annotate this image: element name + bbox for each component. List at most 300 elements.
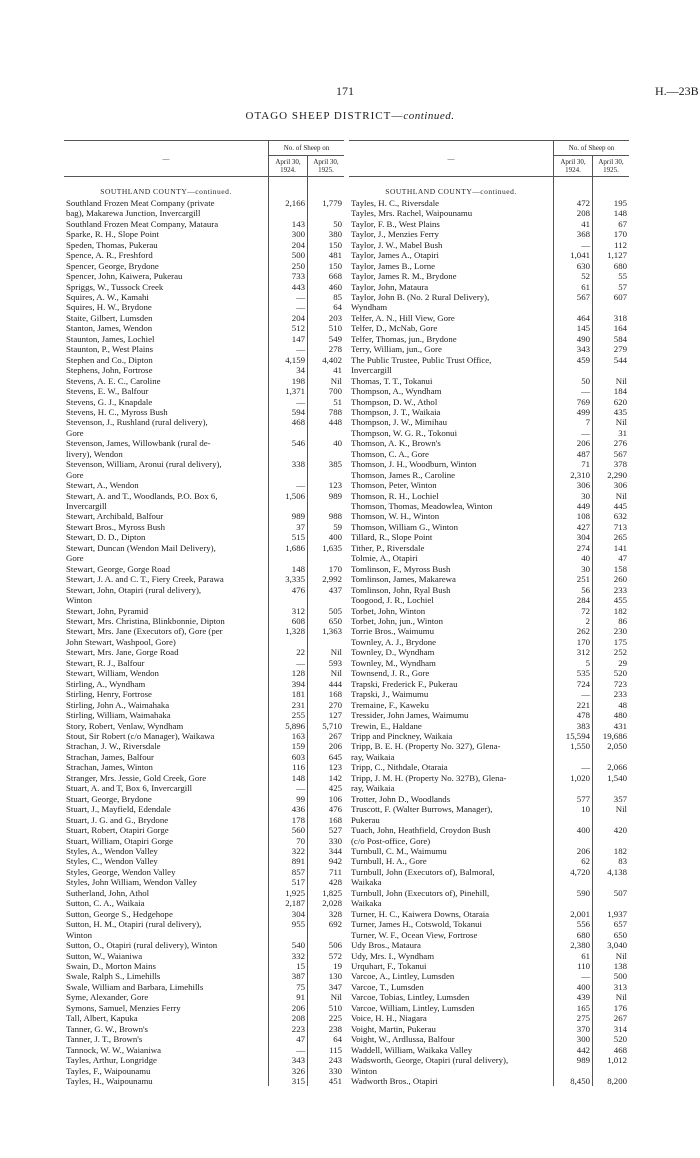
sheep-1924: 594 xyxy=(269,407,308,417)
table-row xyxy=(349,700,629,710)
sheep-1925: 252 xyxy=(593,647,630,657)
owner-name: Taylor, James A., Otapiri xyxy=(351,250,439,261)
sheep-1924: 312 xyxy=(554,647,593,657)
table-row xyxy=(64,888,344,898)
table-row xyxy=(64,292,344,302)
sheep-1925: 1,127 xyxy=(593,250,630,260)
sheep-1924: 204 xyxy=(269,313,308,323)
table-row xyxy=(349,376,629,386)
table-row xyxy=(64,1003,344,1013)
sheep-1925: 182 xyxy=(593,606,630,616)
sheep-1924 xyxy=(554,365,593,375)
table-row xyxy=(64,1024,344,1034)
sheep-1925: 428 xyxy=(308,877,345,887)
owner-name: Taylor, James B., Lorne xyxy=(351,260,436,271)
owner-name: Tressider, John James, Waimumu xyxy=(351,710,469,721)
sheep-1924: 1,020 xyxy=(554,773,593,783)
table-row xyxy=(349,1066,629,1076)
sheep-1925: Nil xyxy=(593,992,630,1002)
owner-name: Swale, William and Barbara, Limehills xyxy=(66,981,204,992)
sheep-1924: — xyxy=(269,658,308,668)
owner-name: Varcoe, Tobias, Lintley, Lumsden xyxy=(351,992,470,1003)
sheep-1925: 451 xyxy=(308,1076,345,1086)
sheep-1924: 62 xyxy=(554,856,593,866)
sheep-1924: 22 xyxy=(269,647,308,657)
table-row xyxy=(64,271,344,281)
table-row xyxy=(349,626,629,636)
owner-name: Squires, A. W., Kamahi xyxy=(66,291,149,302)
sheep-1925 xyxy=(308,595,345,605)
table-row xyxy=(349,940,629,950)
sheep-1925: 445 xyxy=(593,501,630,511)
sheep-1925: 593 xyxy=(308,658,345,668)
table-row xyxy=(64,836,344,846)
sheep-1924: 546 xyxy=(269,438,308,448)
sheep-1924: — xyxy=(269,302,308,312)
sheep-1925: 607 xyxy=(593,292,630,302)
table-row xyxy=(64,951,344,961)
sheep-1924: 262 xyxy=(554,626,593,636)
sheep-1925: 123 xyxy=(308,480,345,490)
sheep-1924 xyxy=(554,898,593,908)
sheep-1924: 436 xyxy=(269,804,308,814)
owner-name: Southland Frozen Meat Company (private xyxy=(66,197,215,208)
table-row xyxy=(64,585,344,595)
table-row xyxy=(64,867,344,877)
table-row xyxy=(64,553,344,563)
sheep-1924: 148 xyxy=(269,773,308,783)
table-row xyxy=(349,511,629,521)
sheep-1925: 40 xyxy=(308,438,345,448)
sheep-1925: 123 xyxy=(308,762,345,772)
owner-name: Stewart, Mrs. Jane, Gorge Road xyxy=(66,647,179,658)
sheep-1925: 506 xyxy=(308,940,345,950)
owner-name: Strachan, James, Balfour xyxy=(66,751,154,762)
owner-name: Tayles, H., Waipounamu xyxy=(66,1075,153,1086)
table-row xyxy=(349,543,629,553)
table-row xyxy=(349,1045,629,1055)
sheep-1924: 284 xyxy=(554,595,593,605)
owner-name: Tanner, J. T., Brown's xyxy=(66,1034,143,1045)
sheep-1924 xyxy=(554,1066,593,1076)
sheep-1924: 326 xyxy=(269,1066,308,1076)
sheep-1924: 1,506 xyxy=(269,491,308,501)
owner-name: Sparke, R. H., Slope Point xyxy=(66,229,159,240)
sheep-1924: 99 xyxy=(269,794,308,804)
table-row xyxy=(64,721,344,731)
sheep-1925: 184 xyxy=(593,386,630,396)
sheep-1924: 989 xyxy=(269,511,308,521)
table-row xyxy=(349,1013,629,1023)
sheep-1925: 150 xyxy=(308,240,345,250)
owner-name: Stuart, J., Mayfield, Edendale xyxy=(66,804,171,815)
sheep-1924: 1,550 xyxy=(554,741,593,751)
sheep-1924: 15,594 xyxy=(554,731,593,741)
sheep-1925: 243 xyxy=(308,1055,345,1065)
table-row xyxy=(64,1013,344,1023)
table-row xyxy=(64,282,344,292)
owner-name: Staunton, James, Lochiel xyxy=(66,333,155,344)
sheep-1925: 1,540 xyxy=(593,773,630,783)
owner-name: Toogood, J. R., Lochiel xyxy=(351,595,434,606)
sheep-1925: 510 xyxy=(308,1003,345,1013)
sheep-1924: 47 xyxy=(269,1034,308,1044)
owner-name: Gore xyxy=(66,553,84,564)
sheep-1925: 278 xyxy=(308,344,345,354)
sheep-1924: 733 xyxy=(269,271,308,281)
table-row xyxy=(349,752,629,762)
sheep-1925: 520 xyxy=(593,1034,630,1044)
sheep-1924: 30 xyxy=(554,564,593,574)
sheep-1924: 315 xyxy=(269,1076,308,1086)
sheep-1925: 106 xyxy=(308,794,345,804)
sheep-1924: 143 xyxy=(269,219,308,229)
owner-name: Telfer, D., McNab, Gore xyxy=(351,323,438,334)
sheep-1925: 713 xyxy=(593,522,630,532)
owner-name: Southland Frozen Meat Company, Mataura xyxy=(66,218,219,229)
sheep-1925: 8,200 xyxy=(593,1076,630,1086)
sheep-1924: 427 xyxy=(554,522,593,532)
owner-name: Stewart, William, Wendon xyxy=(66,668,159,679)
sheep-1925: 267 xyxy=(593,1013,630,1023)
table-row xyxy=(64,543,344,553)
sheep-1924: 2,187 xyxy=(269,898,308,908)
owner-name: Stewart, Mrs. Christina, Blinkbonnie, Dipton xyxy=(66,616,225,627)
sheep-1924: 148 xyxy=(269,564,308,574)
table-row xyxy=(64,365,344,375)
table-row xyxy=(64,501,344,511)
owner-name: Thomson, R. H., Lochiel xyxy=(351,490,439,501)
sheep-1925: 4,402 xyxy=(308,355,345,365)
sheep-1924: 304 xyxy=(269,909,308,919)
sheep-1925: 650 xyxy=(593,930,630,940)
owner-name: Tolmie, A., Otapiri xyxy=(351,553,418,564)
col-1924-header: April 30, 1924. xyxy=(554,156,593,177)
sheep-1924 xyxy=(269,428,308,438)
owner-name: Thompson, J. T., Waikaia xyxy=(351,406,441,417)
table-row xyxy=(349,292,629,302)
table-row xyxy=(64,198,344,208)
owner-name: Staunton, P., West Plains xyxy=(66,344,154,355)
sheep-1924: 37 xyxy=(269,522,308,532)
owner-name: Staite, Gilbert, Lumsden xyxy=(66,312,153,323)
owner-name: Tomlinson, James, Makarewa xyxy=(351,574,456,585)
table-row xyxy=(349,480,629,490)
owner-name: Stuart, J. G. and G., Brydone xyxy=(66,814,169,825)
sheep-1924: 468 xyxy=(269,417,308,427)
sheep-1924: 1,686 xyxy=(269,543,308,553)
sheep-1924: 535 xyxy=(554,668,593,678)
table-row xyxy=(64,731,344,741)
sheep-1924: 449 xyxy=(554,501,593,511)
table-row xyxy=(64,647,344,657)
sheep-1925: 64 xyxy=(308,302,345,312)
owner-name: Sutton, W., Waianiwa xyxy=(66,950,143,961)
owner-name: Waikaka xyxy=(351,877,382,888)
table-row xyxy=(64,459,344,469)
owner-name: Taylor, John B. (No. 2 Rural Delivery), xyxy=(351,291,490,302)
owner-name: Styles, C., Wendon Valley xyxy=(66,856,158,867)
owner-name: The Public Trustee, Public Trust Office, xyxy=(351,354,492,365)
owner-name: Syme, Alexander, Gore xyxy=(66,992,149,1003)
owner-name: Stuart, George, Brydone xyxy=(66,793,152,804)
sheep-1925: 150 xyxy=(308,261,345,271)
owner-name: Invercargill xyxy=(351,365,392,376)
table-row xyxy=(349,1055,629,1065)
sheep-1924: 769 xyxy=(554,397,593,407)
table-row xyxy=(349,783,629,793)
table-row xyxy=(64,626,344,636)
owner-name: Thompson, W. G. R., Tokonui xyxy=(351,427,458,438)
sheep-1924: 630 xyxy=(554,261,593,271)
sheep-1925: 176 xyxy=(593,1003,630,1013)
sheep-1925: 233 xyxy=(593,585,630,595)
sheep-1924: 590 xyxy=(554,888,593,898)
sheep-1925: 385 xyxy=(308,459,345,469)
table-row xyxy=(64,240,344,250)
owner-name: Wyndham xyxy=(351,302,388,313)
owner-name: Terry, William, jun., Gore xyxy=(351,344,442,355)
owner-name: Turnbull, H. A., Gore xyxy=(351,856,427,867)
sheep-1925: 723 xyxy=(593,679,630,689)
left-table xyxy=(64,140,344,1086)
sheep-1925: 476 xyxy=(308,804,345,814)
owner-name: Telfer, Thomas, jun., Brydone xyxy=(351,333,457,344)
sheep-1924: 56 xyxy=(554,585,593,595)
owner-name: Taylor, James R. M., Brydone xyxy=(351,271,457,282)
table-row xyxy=(64,679,344,689)
sheep-1924: 75 xyxy=(269,982,308,992)
sheep-1924: 5,896 xyxy=(269,721,308,731)
table-row xyxy=(64,1076,344,1086)
sheep-1924: 251 xyxy=(554,574,593,584)
table-row xyxy=(64,208,344,218)
sheep-1924: 41 xyxy=(554,219,593,229)
table-row xyxy=(64,532,344,542)
table-row xyxy=(349,208,629,218)
table-row xyxy=(64,658,344,668)
sheep-1925: 788 xyxy=(308,407,345,417)
owner-name: Townley, M., Wyndham xyxy=(351,657,436,668)
spacer-row xyxy=(64,177,344,188)
sheep-1924 xyxy=(269,553,308,563)
sheep-1924: 178 xyxy=(269,815,308,825)
sheep-1925: 3,040 xyxy=(593,940,630,950)
sheep-1924: 1,925 xyxy=(269,888,308,898)
owner-name: Thomson, C. A., Gore xyxy=(351,448,429,459)
sheep-1924 xyxy=(269,501,308,511)
sheep-1924: — xyxy=(269,292,308,302)
owner-name: Thomson, J. H., Woodburn, Winton xyxy=(351,459,477,470)
owner-name: Stuart, Robert, Otapiri Gorge xyxy=(66,825,169,836)
owner-name: Stewart, Mrs. Jane (Executors of), Gore (per xyxy=(66,626,223,637)
sheep-1924: 338 xyxy=(269,459,308,469)
owner-name: Stewart, George, Gorge Road xyxy=(66,563,170,574)
sheep-1925 xyxy=(308,553,345,563)
sheep-1925: 170 xyxy=(593,229,630,239)
section-row xyxy=(349,187,629,197)
owner-name: Stewart, R. J., Balfour xyxy=(66,657,145,668)
table-row xyxy=(349,355,629,365)
owner-name: Udy, Mrs. I., Wyndham xyxy=(351,950,435,961)
owner-name: Swale, Ralph S., Limehills xyxy=(66,971,161,982)
table-row xyxy=(349,282,629,292)
sheep-1924 xyxy=(269,449,308,459)
owner-name: Stevens, E. W., Balfour xyxy=(66,386,149,397)
table-row xyxy=(349,365,629,375)
sheep-1924 xyxy=(269,930,308,940)
sheep-1925: 2,028 xyxy=(308,898,345,908)
sheep-1925: 2,992 xyxy=(308,574,345,584)
owner-name: Wadsworth, George, Otapiri (rural delivery), xyxy=(351,1055,509,1066)
sheep-1924: 439 xyxy=(554,992,593,1002)
sheep-1925 xyxy=(308,470,345,480)
owner-name: Spriggs, W., Tussock Creek xyxy=(66,281,164,292)
sheep-1925: 148 xyxy=(593,208,630,218)
sheep-1924: 204 xyxy=(269,240,308,250)
right-table xyxy=(349,140,629,1086)
table-row xyxy=(349,867,629,877)
sheep-1925: 225 xyxy=(308,1013,345,1023)
table-row xyxy=(64,323,344,333)
owner-name: Thomson, Peter, Winton xyxy=(351,480,437,491)
owner-name: Tripp, J. M. H. (Property No. 327B), Glena- xyxy=(351,772,507,783)
table-row xyxy=(64,344,344,354)
table-row xyxy=(349,595,629,605)
table-row xyxy=(64,846,344,856)
owner-name: Tomlinson, F., Myross Bush xyxy=(351,563,451,574)
right-table-body xyxy=(349,177,629,1087)
table-row xyxy=(349,877,629,887)
owner-name: Stewart, John, Otapiri (rural delivery), xyxy=(66,584,202,595)
table-row xyxy=(349,397,629,407)
owner-name: Tayles, H. C., Riversdale xyxy=(351,197,440,208)
sheep-1925: Nil xyxy=(593,491,630,501)
owner-name: Stirling, A., Wyndham xyxy=(66,678,146,689)
sheep-1924: 163 xyxy=(269,731,308,741)
sheep-1924: 400 xyxy=(554,825,593,835)
sheep-1925: Nil xyxy=(593,951,630,961)
owner-name: Strachan, J. W., Riversdale xyxy=(66,741,161,752)
table-row xyxy=(64,606,344,616)
sheep-1925: 437 xyxy=(308,585,345,595)
sheep-1924: 370 xyxy=(554,1024,593,1034)
sheep-1925: 460 xyxy=(308,282,345,292)
owner-name: Stephens, John, Fortrose xyxy=(66,365,153,376)
table-row xyxy=(64,511,344,521)
sheep-1925: 182 xyxy=(593,846,630,856)
table-row xyxy=(349,804,629,814)
table-row xyxy=(349,313,629,323)
table-row xyxy=(64,992,344,1002)
sheep-1924: 500 xyxy=(269,250,308,260)
owner-name: Winton xyxy=(66,929,93,940)
col-1924-header: April 30, 1924. xyxy=(269,156,308,177)
sheep-1924 xyxy=(554,815,593,825)
owner-name: Voight, W., Ardlussa, Balfour xyxy=(351,1034,455,1045)
owner-name: Tall, Albert, Kapuka xyxy=(66,1013,138,1024)
table-row xyxy=(64,438,344,448)
table-row xyxy=(64,930,344,940)
sheep-1925: 5,710 xyxy=(308,721,345,731)
sheep-1925: 2,290 xyxy=(593,470,630,480)
sheep-1925 xyxy=(308,637,345,647)
sheep-1925: 51 xyxy=(308,397,345,407)
sheep-1925: 142 xyxy=(308,773,345,783)
sheep-1924: 387 xyxy=(269,971,308,981)
table-row xyxy=(64,668,344,678)
sheep-1925: 203 xyxy=(308,313,345,323)
owner-name: Turnbull, John (Executors of), Pinehill, xyxy=(351,887,490,898)
owner-name: Pukerau xyxy=(351,814,380,825)
table-row xyxy=(349,919,629,929)
sheep-1925: 67 xyxy=(593,219,630,229)
owner-name: Trotter, John D., Woodlands xyxy=(351,793,451,804)
table-row xyxy=(349,344,629,354)
owner-name: Stevens, A. E. C., Caroline xyxy=(66,375,161,386)
sheep-1925: 170 xyxy=(308,564,345,574)
sheep-1925: 989 xyxy=(308,491,345,501)
sheep-1924: 2 xyxy=(554,616,593,626)
table-row xyxy=(349,606,629,616)
sheep-1925: 549 xyxy=(308,334,345,344)
table-row xyxy=(349,616,629,626)
owner-name: Tayles, F., Waipounamu xyxy=(66,1065,151,1076)
sheep-1925: 4,138 xyxy=(593,867,630,877)
table-row xyxy=(349,679,629,689)
sheep-1924: — xyxy=(554,689,593,699)
table-row xyxy=(349,741,629,751)
document-reference: H.—23B xyxy=(655,84,699,98)
col-1925-header: April 30, 1925. xyxy=(593,156,630,177)
sheep-1924: 2,001 xyxy=(554,909,593,919)
owner-name: Voice, H. H., Niagara xyxy=(351,1013,427,1024)
sheep-1925: 138 xyxy=(593,961,630,971)
sheep-1925: 83 xyxy=(593,856,630,866)
owner-name: Varcoe, A., Lintley, Lumsden xyxy=(351,971,455,982)
sheep-1925 xyxy=(593,302,630,312)
owner-name: Sutton, H. M., Otapiri (rural delivery), xyxy=(66,919,202,930)
table-row xyxy=(349,1034,629,1044)
sheep-1925: 632 xyxy=(593,511,630,521)
owner-name: Waddell, William, Waikaka Valley xyxy=(351,1044,473,1055)
table-row xyxy=(349,491,629,501)
sheep-1925: 330 xyxy=(308,1066,345,1076)
owner-name: Turner, W. F., Ocean View, Fortrose xyxy=(351,929,478,940)
table-row xyxy=(64,1066,344,1076)
table-row xyxy=(64,355,344,365)
table-row xyxy=(64,877,344,887)
sheep-1924: 72 xyxy=(554,606,593,616)
sheep-1924: 2,310 xyxy=(554,470,593,480)
table-row xyxy=(349,888,629,898)
owner-name: Urquhart, F., Tokanui xyxy=(351,960,427,971)
table-row xyxy=(349,522,629,532)
sheep-1925: 347 xyxy=(308,982,345,992)
sheep-1924: 955 xyxy=(269,919,308,929)
sheep-1924: 487 xyxy=(554,449,593,459)
table-row xyxy=(64,397,344,407)
sheep-1925: Nil xyxy=(593,417,630,427)
sheep-1924: 128 xyxy=(269,668,308,678)
table-row xyxy=(64,1045,344,1055)
owner-name: Winton xyxy=(351,1065,378,1076)
sheep-1925: 481 xyxy=(308,250,345,260)
owner-name: Sutton, C. A., Waikaia xyxy=(66,898,145,909)
sheep-1924 xyxy=(269,637,308,647)
owner-name: Trewin, E., Haldane xyxy=(351,720,422,731)
sheep-1925: 344 xyxy=(308,846,345,856)
